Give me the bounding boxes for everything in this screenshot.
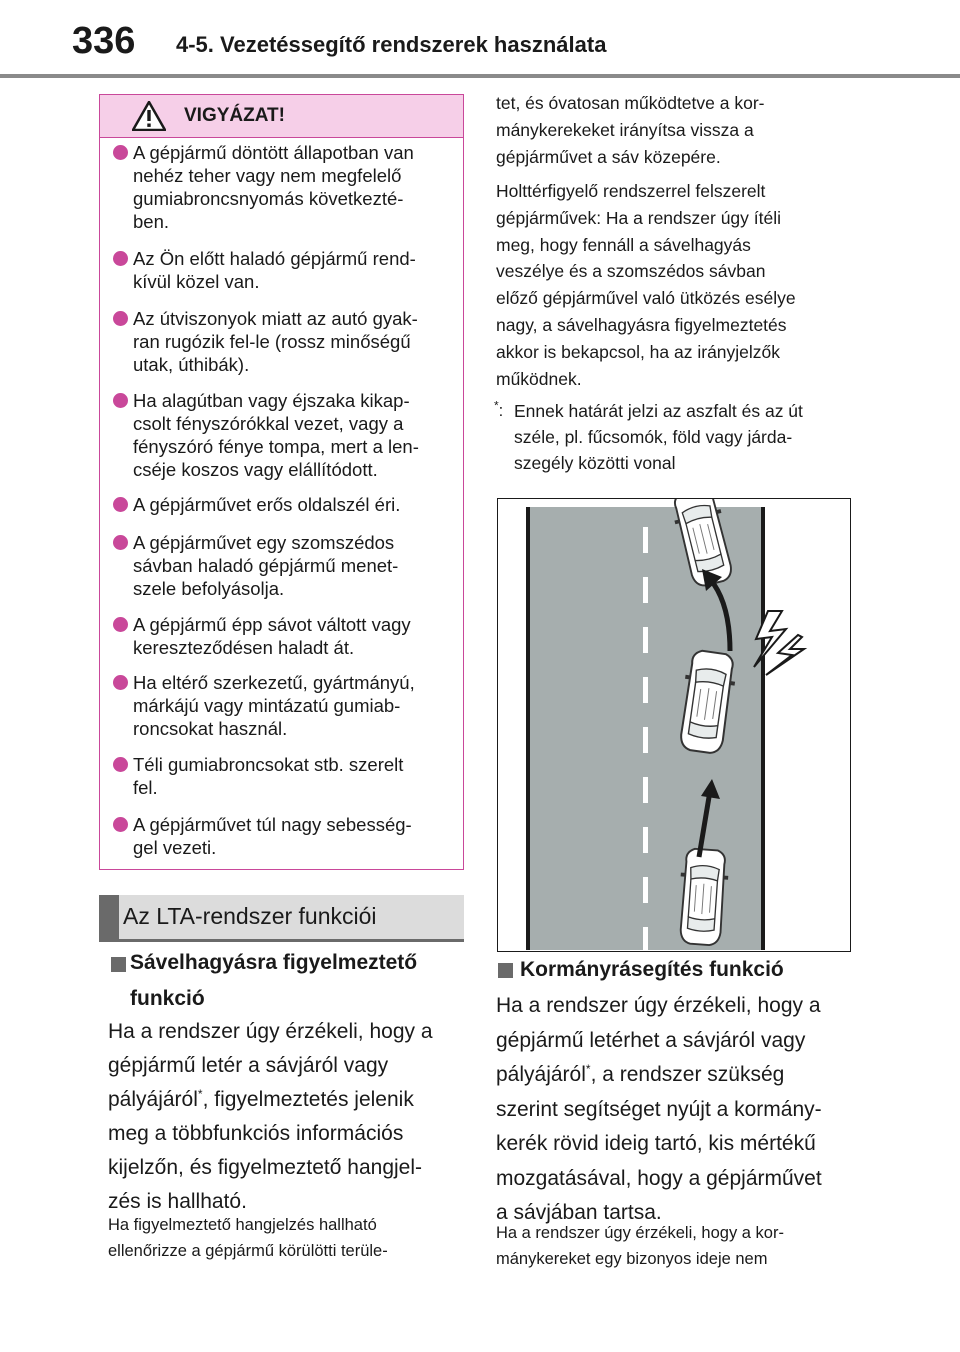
footnote-marker-block: [494, 398, 503, 424]
footnote-text: Ennek határát jelzi az aszfalt és az út széle, pl. fűcsomók, föld vagy járda- szegély közötti vonal: [514, 401, 803, 473]
list-item-text: A gépjárművet túl nagy sebesség- gel vezeti.: [133, 814, 412, 858]
footnote-marker: *: [197, 1087, 203, 1101]
body-text: , a rendszer szükség szerint segítséget nyújt a kormány- kerék rövid ideig tartó, kis mértékű mozgatásával, hogy a gépjárművet a sávjában tartsa.: [496, 1063, 822, 1224]
lane-departure-body: [108, 1015, 433, 1219]
subheading-lane-departure: Sávelhagyásra figyelmeztető funkció: [130, 951, 418, 1010]
warning-title: VIGYÁZAT!: [184, 105, 285, 126]
list-item-text: Az útviszonyok miatt az autó gyak- ran rugózik fel-le (rossz minőségű utak, úthibák).: [133, 308, 418, 375]
road-edge-right: [761, 507, 765, 950]
list-item-text: A gépjárművet egy szomszédos sávban haladó gépjármű menet- szele befolyásolja.: [133, 532, 399, 599]
warning-triangle-icon: [132, 101, 166, 131]
list-item-text: A gépjármű épp sávot váltott vagy kereszteződésen haladt át.: [133, 614, 411, 658]
bullet-icon: [113, 535, 128, 550]
road-edge-left: [526, 507, 530, 950]
steering-assist-note: Ha a rendszer úgy érzékeli, hogy a kor- mánykereket egy bizonyos ideje nem: [496, 1224, 784, 1268]
blind-spot-paragraph: Holttérfigyelő rendszerrel felszerelt gépjárművek: Ha a rendszer úgy ítéli meg, hogy fennáll a sávelhagyás veszélye és a szomszédos sávban előző gépjárművel való ütközés esélye nagy, a sávelhagyásra figyelmeztetés akkor is bekapcsol, ha az irányjelzők működnek.: [496, 181, 796, 389]
lane-center-dashes: [643, 527, 648, 950]
list-item-text: Téli gumiabroncsokat stb. szerelt fel.: [133, 754, 404, 798]
bullet-icon: [113, 675, 128, 690]
list-item-text: A gépjármű döntött állapotban van nehéz teher vagy nem megfelelő gumiabroncsnyomás következté- ben.: [133, 142, 414, 232]
list-item-text: Az Ön előtt haladó gépjármű rend- kívül közel van.: [133, 248, 416, 292]
steering-assist-body: [496, 989, 822, 1231]
section-heading: [99, 895, 464, 941]
page-header: [0, 0, 960, 80]
bullet-icon: [113, 617, 128, 632]
bullet-icon: [113, 757, 128, 772]
warning-box: [99, 94, 464, 870]
bullet-icon: [113, 817, 128, 832]
page-number: 336: [72, 20, 136, 62]
footnote-marker: *: [585, 1062, 591, 1076]
footnote-marker: *: [494, 398, 499, 413]
bullet-icon: [113, 251, 128, 266]
road-figure: [498, 499, 849, 950]
list-item-text: Ha alagútban vagy éjszaka kikap- csolt fényszórókkal vezet, vagy a fényszóró fénye tompa, mert a len- cséje koszos vagy elállítódott.: [133, 390, 419, 480]
warning-header: [100, 95, 463, 138]
square-bullet-icon: [498, 963, 513, 978]
list-item-text: Ha eltérő szerkezetű, gyártmányú, márkájú vagy mintázatú gumiab- roncsokat használ.: [133, 672, 415, 739]
bullet-icon: [113, 497, 128, 512]
chapter-title: 4-5. Vezetéssegítő rendszerek használata: [176, 32, 607, 57]
subheading-steering-assist: Kormányrásegítés funkció: [520, 958, 784, 981]
bullet-icon: [113, 393, 128, 408]
body-text: Ha a rendszer úgy érzékeli, hogy a gépjármű letérhet a sávjáról vagy pályájáról: [496, 994, 821, 1086]
lane-departure-illustration: [497, 498, 851, 952]
square-bullet-icon: [111, 957, 126, 972]
section-title: Az LTA-rendszer funkciói: [123, 903, 377, 929]
list-item-text: A gépjárművet erős oldalszél éri.: [133, 494, 401, 515]
bullet-icon: [113, 145, 128, 160]
lane-departure-note: Ha figyelmeztető hangjelzés hallható ellenőrizze a gépjármű körülötti terüle-: [108, 1216, 388, 1260]
section-heading-bar: [99, 895, 119, 941]
body-text: Ha a rendszer úgy érzékeli, hogy a gépjármű letér a sávjáról vagy pályájáról: [108, 1020, 433, 1111]
body-text: , figyelmeztetés jelenik meg a többfunkciós információs kijelzőn, és figyelmeztető hangjel- zés is hallható.: [108, 1088, 422, 1213]
footnote-colon: :: [498, 402, 504, 420]
continued-text: tet, és óvatosan működtetve a kor- mánykerekeket irányítsa vissza a gépjárművet a sáv közepére.: [496, 93, 765, 167]
bullet-icon: [113, 311, 128, 326]
section-underline: [99, 939, 464, 942]
header-divider: [0, 74, 960, 78]
